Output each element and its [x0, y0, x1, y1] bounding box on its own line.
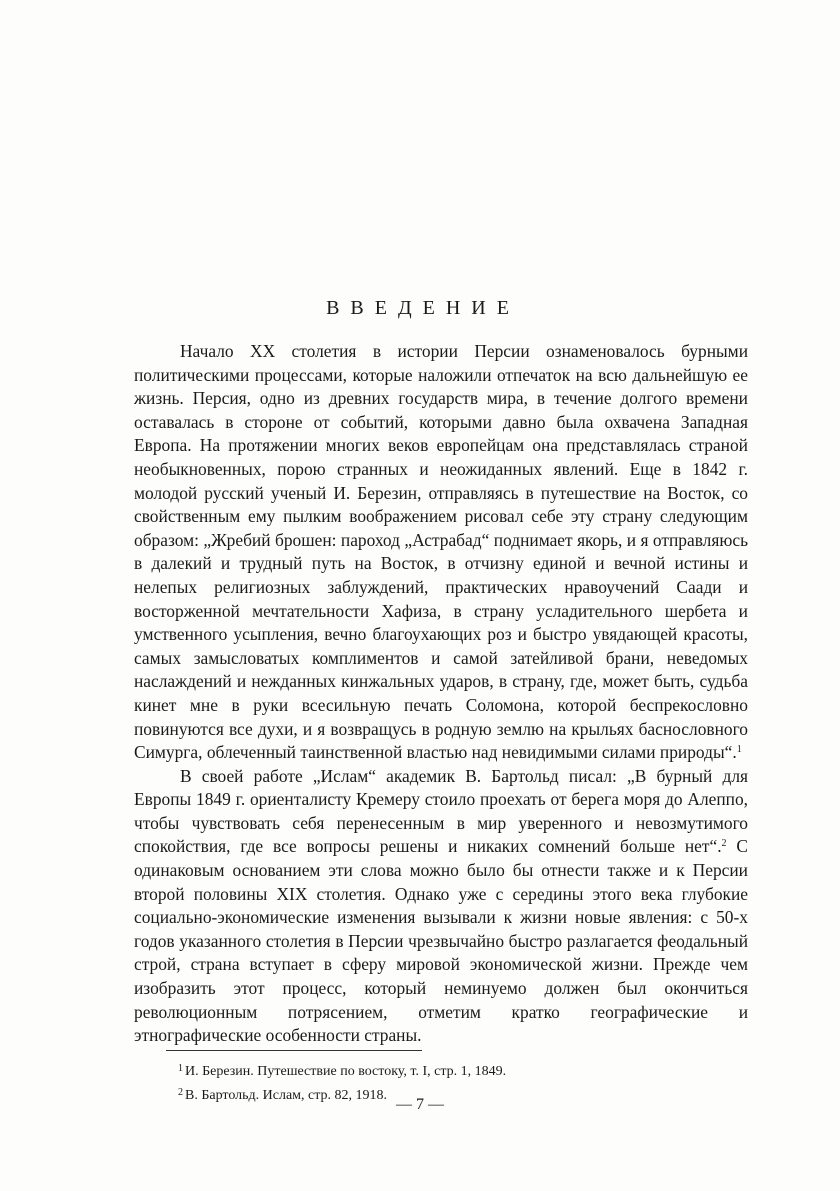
body-text [134, 340, 748, 1048]
footnote-number: 1 [178, 1063, 183, 1074]
paragraph-1-text: Начало XX столетия в истории Персии ознаменовалось бурными политическими процессами, которые наложили отпечаток на всю дальнейшую ее жизнь. Персия, одно из древних государств мира, в течение долгого времени оставалась в стороне от событий, которыми давно была охвачена Западная Европа. На протяжении многих веков европейцам она представлялась страной необыкновенных, порою странных и неожиданных явлений. Еще в 1842 г. молодой русский ученый И. Березин, отправляясь в путешествие на Восток, со свойственным ему пылким воображением рисовал себе эту страну следующим образом: „Жребий брошен: пароход „Астрабад“ поднимает якорь, и я отправляюсь в далекий и трудный путь на Восток, в отчизну единой и вечной истины и нелепых религиозных заблуждений, практических нравоучений Саади и восторженной мечтательности Хафиза, в страну усладительного шербета и умственного усыпления, вечно благоухающих роз и быстро увядающей красоты, самых замысловатых комплиментов и самой затейливой брани, неведомых наслаждений и нежданных кинжальных ударов, в страну, где, может быть, судьба кинет мне в руки всесильную печать Соломона, которой беспрекословно повинуются все духи, и я возвращусь в родную землю на крыльях баснословного Симурга, облеченный таинственной властью над невидимыми силами природы“. [134, 341, 748, 763]
paragraph-2-text-b: С одинаковым основанием эти слова можно было бы отнести также и к Персии второй половины XIX столетия. Однако уже с середины этого века глубокие социально-экономические изменения вызывали к жизни новые явления: с 50-х годов указанного столетия в Персии чрезвычайно быстро разлагается феодальный строй, страна вступает в сферу мировой экономической жизни. Прежде чем изобразить этот процесс, который неминуемо должен был окончиться революционным потрясением, отметим кратко географические и этнографические особенности страны. [134, 836, 748, 1046]
paragraph-1 [134, 340, 748, 765]
paragraph-2 [134, 765, 748, 1048]
footnote-ref-2: 2 [721, 838, 727, 850]
paragraph-2-text-a: В своей работе „Ислам“ академик В. Бартольд писал: „В бурный для Европы 1849 г. ориенталисту Кремеру стоило проехать от берега моря до Алеппо, чтобы чувствовать себя перенесенным в мир уверенного и невозмутимого спокойствия, где все вопросы решены и никаких сомнений больше нет“. [134, 765, 748, 857]
footnote-text: В. Бартольд. Ислам, стр. 82, 1918. [185, 1088, 388, 1103]
footnote-number: 2 [178, 1087, 183, 1098]
page-number: — 7 — [396, 1096, 444, 1113]
footnote-text: И. Березин. Путешествие по востоку, т. I, стр. 1, 1849. [185, 1064, 507, 1079]
footnote-ref-1: 1 [736, 744, 742, 756]
footnote-divider [166, 1050, 422, 1051]
footnote-1 [178, 1058, 738, 1082]
chapter-title: ВВЕДЕНИЕ [326, 297, 520, 319]
